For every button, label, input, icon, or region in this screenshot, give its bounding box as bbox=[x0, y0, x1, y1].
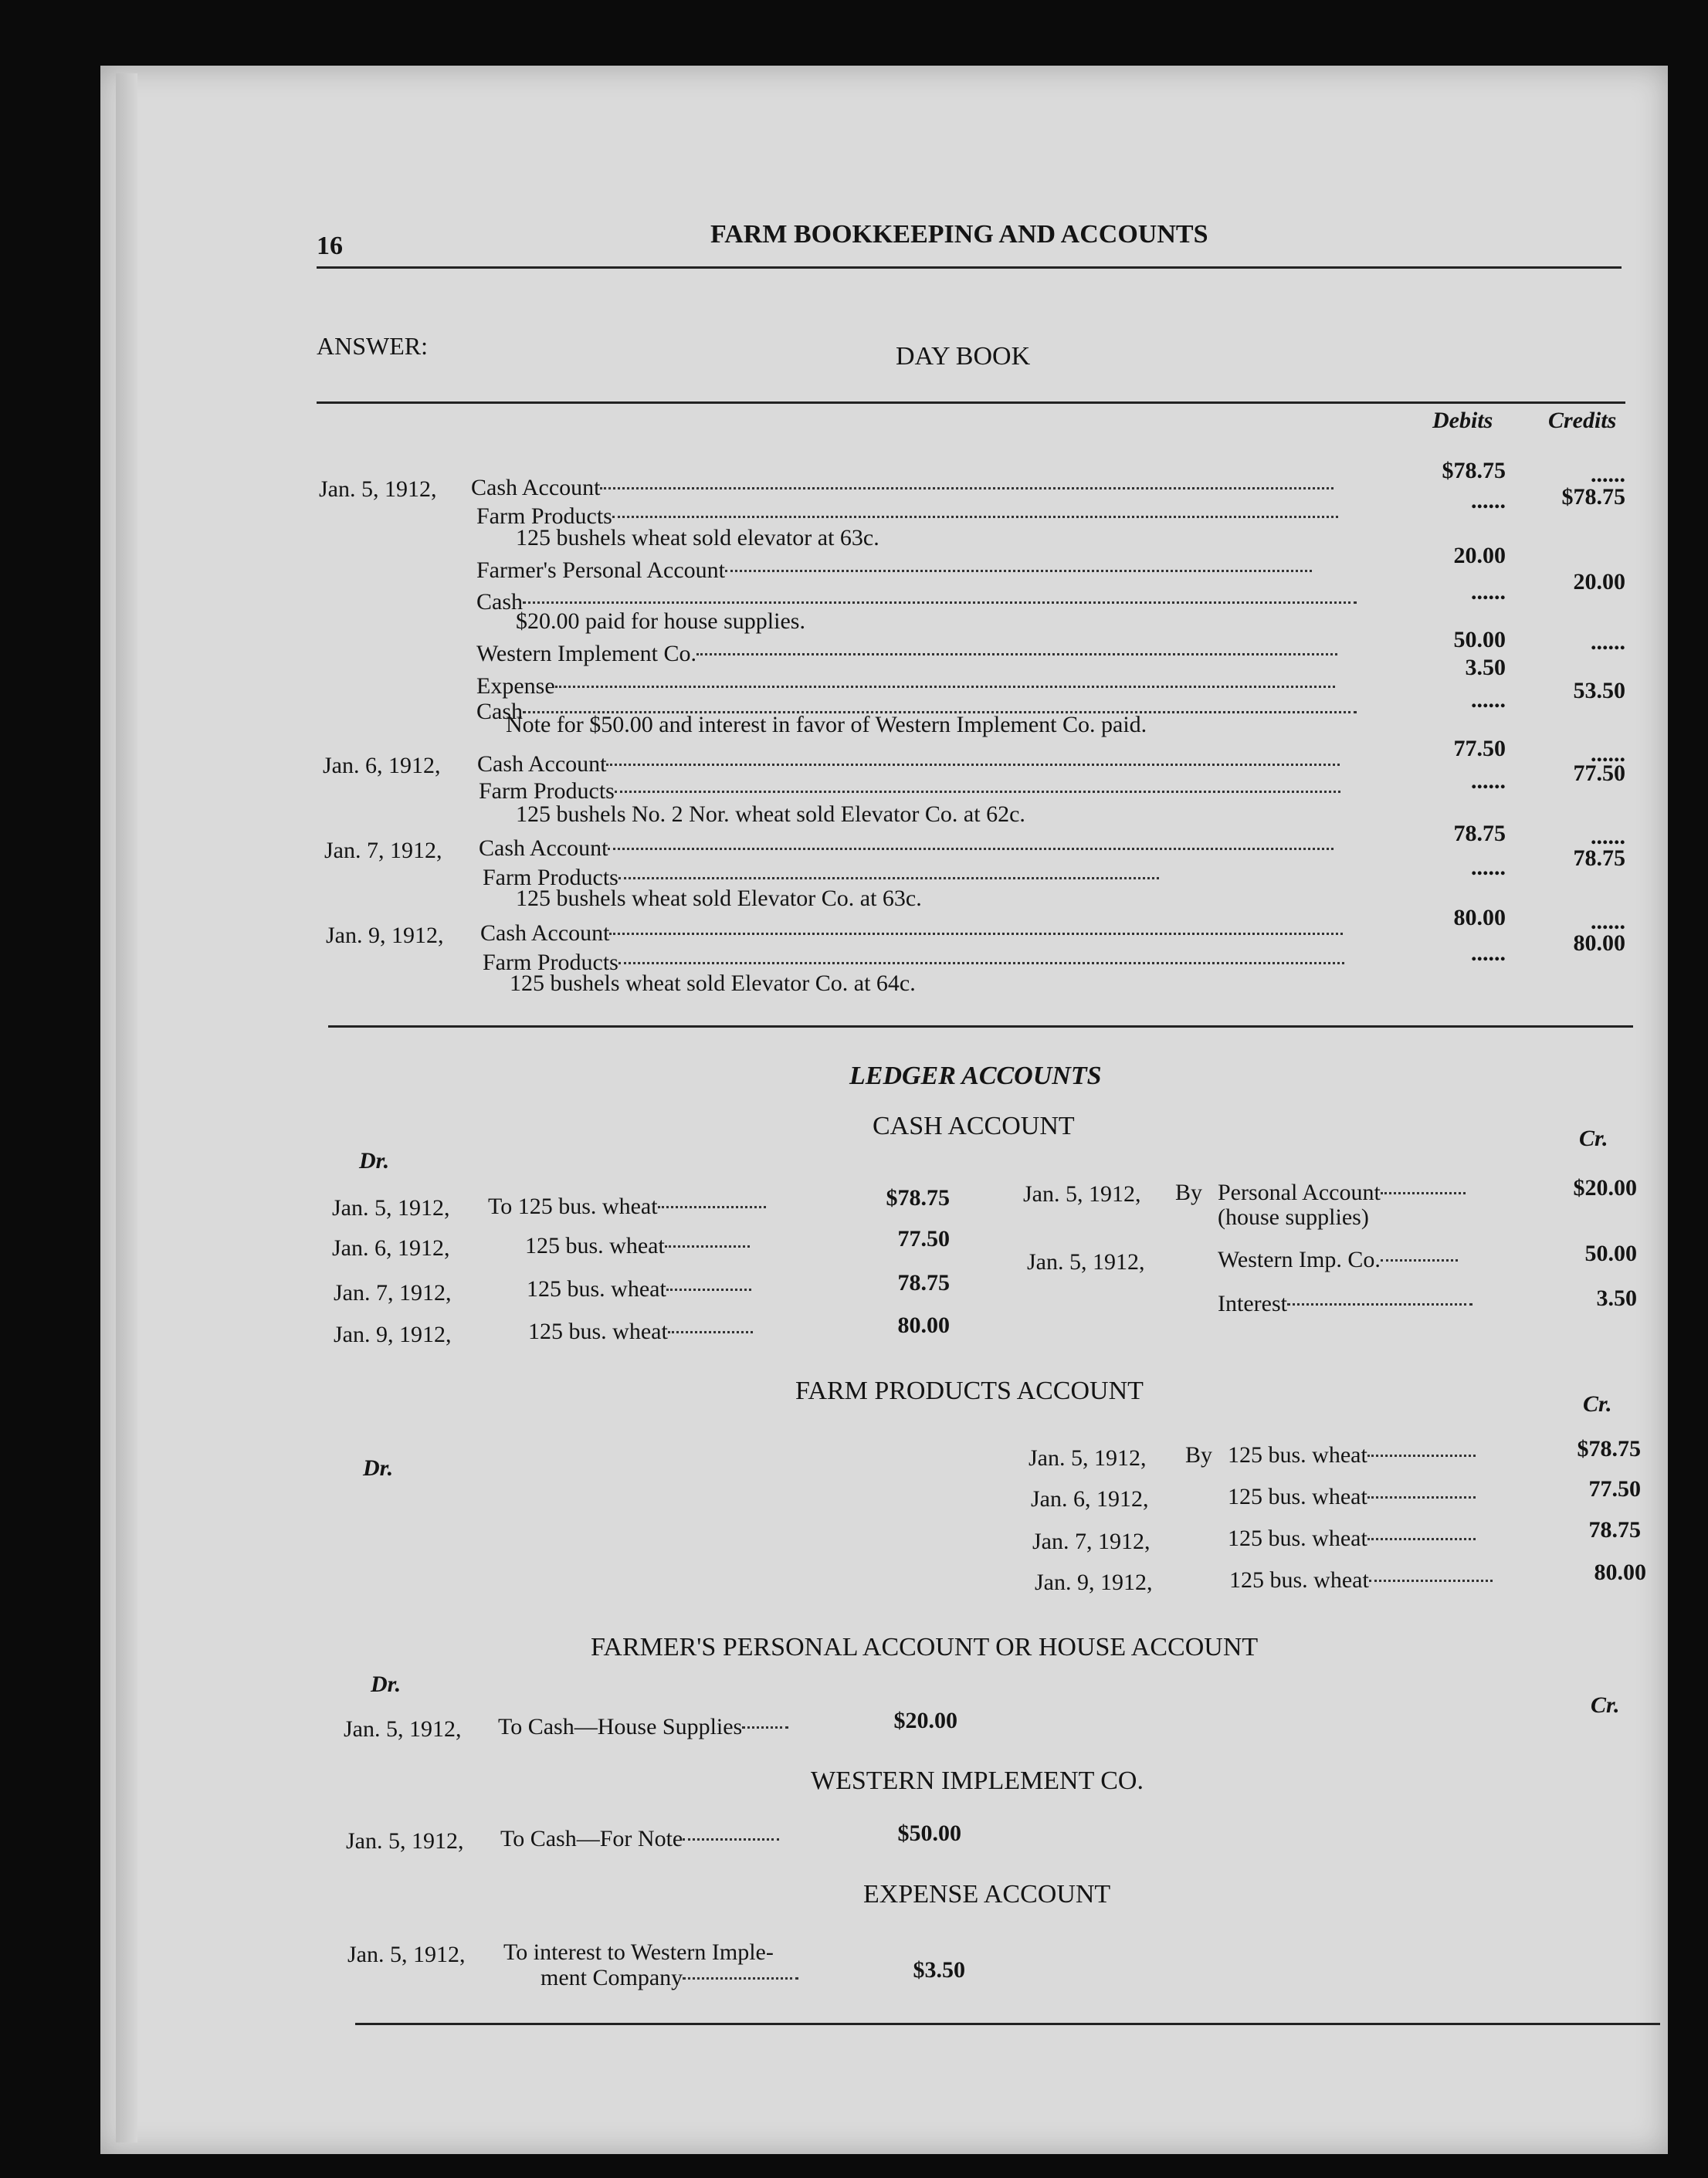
ledger-item-continued: ment Company bbox=[541, 1965, 849, 1991]
ledger-item: Interest bbox=[1218, 1291, 1511, 1317]
day-book-credit: ...... bbox=[1591, 629, 1625, 655]
ledger-amount: 80.00 bbox=[897, 1313, 950, 1338]
day-book-credit: $78.75 bbox=[1561, 484, 1625, 510]
ledger-amount: 78.75 bbox=[1588, 1517, 1641, 1543]
personal-cr-label: Cr. bbox=[1591, 1692, 1620, 1718]
page-number: 16 bbox=[317, 232, 343, 260]
ledger-item: To Cash—For Note bbox=[500, 1826, 832, 1852]
ledger-amount: 77.50 bbox=[1588, 1476, 1641, 1502]
day-book-date: Jan. 6, 1912, bbox=[323, 753, 441, 778]
day-book-account: Cash Account bbox=[480, 920, 1376, 947]
day-book-debit: ...... bbox=[1471, 768, 1506, 794]
page-edge bbox=[116, 73, 137, 2142]
day-book-account: Farm Products bbox=[483, 865, 1378, 891]
day-book-account: Farm Products bbox=[476, 503, 1372, 530]
ledger-item: Western Imp. Co. bbox=[1218, 1247, 1511, 1273]
ledger-date: Jan. 7, 1912, bbox=[1032, 1529, 1151, 1554]
ledger-date: Jan. 5, 1912, bbox=[1023, 1181, 1141, 1207]
running-title: FARM BOOKKEEPING AND ACCOUNTS bbox=[710, 220, 1208, 249]
day-book-top-rule bbox=[317, 401, 1625, 404]
day-book-title: DAY BOOK bbox=[896, 342, 1031, 371]
day-book-account: Western Implement Co. bbox=[476, 641, 1372, 667]
cash-cr-label: Cr. bbox=[1579, 1126, 1608, 1151]
day-book-account: Expense bbox=[476, 673, 1372, 699]
day-book-debit: 77.50 bbox=[1453, 736, 1506, 761]
ledger-date: Jan. 5, 1912, bbox=[1027, 1249, 1145, 1275]
day-book-memo: 125 bushels No. 2 Nor. wheat sold Elevator Co. at 62c. bbox=[516, 801, 1025, 827]
ledger-amount: 78.75 bbox=[897, 1270, 950, 1296]
day-book-account: Cash bbox=[476, 589, 1372, 615]
ledger-note: (house supplies) bbox=[1218, 1204, 1369, 1230]
ledger-prefix: By bbox=[1175, 1180, 1203, 1205]
day-book-account: Farm Products bbox=[479, 778, 1374, 804]
ledger-item: 125 bus. wheat bbox=[528, 1319, 837, 1345]
day-book-debit: ...... bbox=[1471, 855, 1506, 880]
cash-dr-label: Dr. bbox=[359, 1148, 390, 1174]
ledger-item: 125 bus. wheat bbox=[1228, 1526, 1521, 1552]
day-book-date: Jan. 9, 1912, bbox=[326, 923, 444, 948]
day-book-memo: 125 bushels wheat sold Elevator Co. at 63c. bbox=[516, 886, 922, 911]
answer-label: ANSWER: bbox=[317, 332, 428, 360]
day-book-debit: ...... bbox=[1471, 687, 1506, 713]
ledger-item: To interest to Western Imple- bbox=[503, 1939, 774, 1965]
ledger-item: To Cash—House Supplies bbox=[498, 1714, 830, 1740]
farm-products-cr-label: Cr. bbox=[1583, 1391, 1612, 1417]
day-book-date: Jan. 5, 1912, bbox=[319, 476, 437, 502]
day-book-memo: $20.00 paid for house supplies. bbox=[516, 608, 805, 634]
personal-account-title: FARMER'S PERSONAL ACCOUNT OR HOUSE ACCOUNT bbox=[591, 1633, 1259, 1661]
ledger-date: Jan. 6, 1912, bbox=[1031, 1486, 1149, 1512]
ledger-date: Jan. 9, 1912, bbox=[334, 1322, 452, 1347]
ledger-item: 125 bus. wheat bbox=[527, 1276, 835, 1302]
ledger-amount: $20.00 bbox=[1573, 1175, 1637, 1201]
day-book-debit: ...... bbox=[1471, 579, 1506, 605]
ledger-date: Jan. 5, 1912, bbox=[344, 1716, 462, 1742]
ledger-prefix: By bbox=[1185, 1442, 1213, 1468]
farm-products-dr-label: Dr. bbox=[363, 1455, 394, 1481]
ledger-item: To 125 bus. wheat bbox=[488, 1194, 820, 1220]
ledger-amount: 3.50 bbox=[1596, 1285, 1637, 1311]
ledger-amount: $50.00 bbox=[897, 1821, 961, 1846]
ledger-date: Jan. 9, 1912, bbox=[1035, 1570, 1153, 1595]
ledger-item: 125 bus. wheat bbox=[1229, 1567, 1523, 1594]
bottom-rule bbox=[355, 2023, 1660, 2025]
day-book-account: Cash Account bbox=[471, 475, 1367, 501]
ledger-date: Jan. 6, 1912, bbox=[332, 1235, 450, 1261]
ledger-item: Personal Account bbox=[1218, 1180, 1511, 1206]
day-book-bottom-rule bbox=[328, 1025, 1633, 1028]
day-book-memo: 125 bushels wheat sold elevator at 63c. bbox=[516, 525, 879, 550]
day-book-debit: 80.00 bbox=[1453, 905, 1506, 930]
day-book-debit: 3.50 bbox=[1465, 655, 1506, 680]
ledger-amount: 80.00 bbox=[1594, 1560, 1646, 1585]
ledger-amount: 50.00 bbox=[1584, 1241, 1637, 1266]
header-rule bbox=[317, 266, 1622, 269]
day-book-credit: 77.50 bbox=[1573, 760, 1625, 786]
personal-dr-label: Dr. bbox=[371, 1672, 402, 1697]
ledger-date: Jan. 7, 1912, bbox=[334, 1280, 452, 1306]
ledger-amount: $3.50 bbox=[913, 1957, 965, 1983]
day-book-account: Farm Products bbox=[483, 950, 1378, 976]
ledger-date: Jan. 5, 1912, bbox=[332, 1195, 450, 1221]
ledger-amount: $20.00 bbox=[893, 1708, 957, 1733]
ledger-amount: 77.50 bbox=[897, 1226, 950, 1252]
day-book-debit: ...... bbox=[1471, 488, 1506, 513]
day-book-memo: Note for $50.00 and interest in favor of Western Implement Co. paid. bbox=[506, 712, 1147, 737]
farm-products-title: FARM PRODUCTS ACCOUNT bbox=[795, 1377, 1144, 1405]
day-book-credit: 80.00 bbox=[1573, 930, 1625, 956]
expense-account-title: EXPENSE ACCOUNT bbox=[863, 1880, 1111, 1909]
ledger-date: Jan. 5, 1912, bbox=[347, 1942, 466, 1967]
day-book-credit: ...... bbox=[1591, 909, 1625, 934]
day-book-account: Cash bbox=[476, 699, 1372, 725]
day-book-debit: ...... bbox=[1471, 940, 1506, 966]
day-book-credit: 20.00 bbox=[1573, 569, 1625, 594]
day-book-credit: ...... bbox=[1591, 462, 1625, 487]
ledger-item: 125 bus. wheat bbox=[1228, 1442, 1521, 1468]
day-book-date: Jan. 7, 1912, bbox=[324, 838, 442, 863]
day-book-debit: 78.75 bbox=[1453, 821, 1506, 846]
day-book-credit: 53.50 bbox=[1573, 678, 1625, 703]
day-book-account: Farmer's Personal Account bbox=[476, 557, 1372, 584]
day-book-credit: 78.75 bbox=[1573, 845, 1625, 871]
ledger-item: 125 bus. wheat bbox=[1228, 1484, 1521, 1510]
day-book-debit: $78.75 bbox=[1442, 458, 1506, 483]
ledger-amount: $78.75 bbox=[1577, 1436, 1641, 1462]
credits-header: Credits bbox=[1548, 408, 1617, 433]
day-book-debit: 50.00 bbox=[1453, 627, 1506, 652]
day-book-debit: 20.00 bbox=[1453, 543, 1506, 568]
ledger-date: Jan. 5, 1912, bbox=[346, 1828, 464, 1854]
day-book-memo: 125 bushels wheat sold Elevator Co. at 64c. bbox=[510, 970, 916, 996]
cash-account-title: CASH ACCOUNT bbox=[873, 1112, 1075, 1140]
day-book-account: Cash Account bbox=[477, 751, 1373, 777]
day-book-account: Cash Account bbox=[479, 835, 1374, 862]
ledger-date: Jan. 5, 1912, bbox=[1029, 1445, 1147, 1471]
ledger-item: 125 bus. wheat bbox=[525, 1233, 834, 1259]
debits-header: Debits bbox=[1432, 408, 1493, 433]
western-implement-title: WESTERN IMPLEMENT CO. bbox=[811, 1766, 1144, 1795]
day-book-credit: ...... bbox=[1591, 741, 1625, 767]
ledger-amount: $78.75 bbox=[886, 1185, 950, 1211]
ledger-title: LEDGER ACCOUNTS bbox=[849, 1062, 1102, 1090]
day-book-credit: ...... bbox=[1591, 824, 1625, 849]
